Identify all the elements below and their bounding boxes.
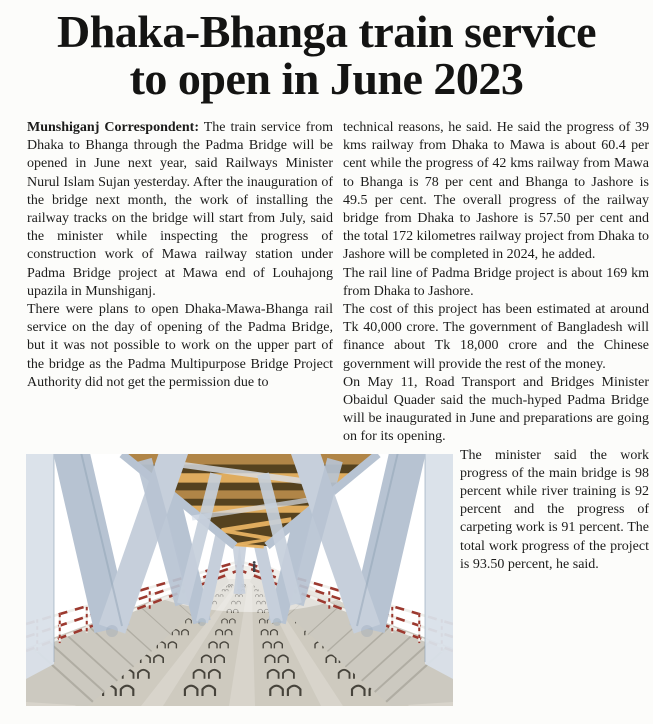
bridge-photo <box>26 454 453 706</box>
paragraph <box>343 374 649 447</box>
paragraph-text: The train service from Dhaka to Bhanga through the Padma Bridge will be opened in June next year, said Railways Minister Nurul Islam Sujan yesterday. After the inauguration of the bridge next month, the work of installing the railway tracks on the bridge will start from July, said the minister while inspecting the progress of construction work of Mawa railway station under Padma Bridge project at Mawa end of Louhajong upazila in Munshiganj. <box>27 120 333 299</box>
paragraph <box>27 119 333 301</box>
paragraph-text: On May 11, Road Transport and Bridges Minister Obaidul Quader said the much-hyped Padma Bridge will be inaugurated in June and preparations are going on for its opening. <box>343 374 649 445</box>
correspondent-lead: Munshiganj Correspondent: <box>27 120 199 135</box>
paragraph <box>27 301 333 392</box>
left-column <box>27 119 333 454</box>
paragraph-text: The cost of this project has been estimated at around Tk 40,000 crore. The government of Bangladesh will finance about Tk 18,000 crore and the Chinese government will provide the rest of the money. <box>343 302 649 372</box>
paragraph <box>343 301 649 374</box>
headline <box>0 8 653 102</box>
paragraph <box>343 119 649 265</box>
paragraph-text: There were plans to open Dhaka-Mawa-Bhanga rail service on the day of opening of the Padma Bridge, but it was not possible to work on the upper part of the bridge as the Padma Multipurpose Bridge Project Authority did not get the permission due to <box>27 302 333 390</box>
headline-line-1: Dhaka-Bhanga train service <box>57 6 596 57</box>
paragraph-text: The rail line of Padma Bridge project is about 169 km from Dhaka to Jashore. <box>343 265 649 299</box>
paragraph <box>343 265 649 301</box>
bridge-photo-drawing <box>26 454 453 706</box>
paragraph-text: The minister said the work progress of the main bridge is 98 percent while river training is 92 percent and the progress of carpeting work is 91 percent. The total work progress of the project is 93.50 percent, he said. <box>460 447 649 572</box>
paragraph-text: technical reasons, he said. He said the progress of 39 kms railway from Dhaka to Mawa is about 60.4 per cent while the progress of 42 kms railway from Mawa to Bhanga is 78 per cent and Bhanga to Jashore is 49.5 per cent. The overall progress of the railway bridge from Dhaka to Jashore is 57.50 per cent and the total 172 kilometres railway project from Dhaka to Jashore will be completed in 2024, he added. <box>343 120 649 263</box>
headline-line-2: to open in June 2023 <box>129 53 524 104</box>
